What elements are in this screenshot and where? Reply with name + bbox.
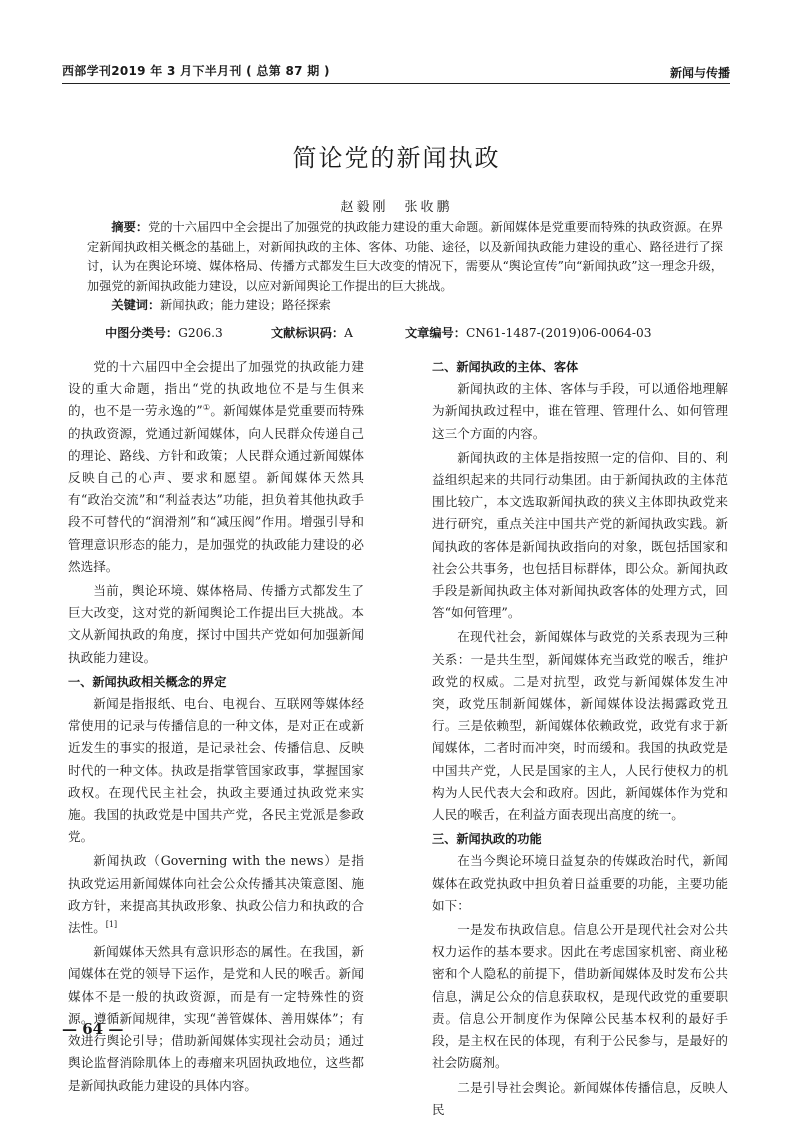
clc-label: 中图分类号： xyxy=(105,326,179,340)
clc-number xyxy=(105,324,223,341)
article-title: 简论党的新闻执政 xyxy=(292,144,501,172)
paragraph: 当前，舆论环境、媒体格局、传播方式都发生了巨大改变，这对党的新闻舆论工作提出巨大挑战。本文从新闻执政的角度，探讨中国共产党如何加强新闻执政能力建设。 xyxy=(68,583,364,665)
doc-code-value: A xyxy=(344,326,353,340)
reference-marker: [1] xyxy=(105,919,118,929)
paragraph xyxy=(68,850,364,939)
page-number: — 64 — xyxy=(62,1020,124,1038)
article-authors: 赵毅刚 张收鹏 xyxy=(340,200,453,215)
paragraph: 新闻执政的主体是指按照一定的信仰、目的、利益组织起来的共同行动集团。由于新闻执政的主体范围比较广，本文选取新闻执政的狭义主体即执政党来进行研究，重点关注中国共产党的新闻执政实践。新闻执政的客体是新闻执政指向的对象，既包括国家和社会公共事务，也包括目标群体，即公众。新闻执政手段是新闻执政主体对新闻执政客体的处理方式，回答“如何管理”。 xyxy=(432,449,728,621)
paragraph: 一是发布执政信息。信息公开是现代社会对公共权力运作的基本要求。因此在考虑国家机密、商业秘密和个人隐私的前提下，借助新闻媒体及时发布公共信息，满足公众的信息获取权，是现代政党的重要职责。信息公开制度作为保障公民基本权利的最好手段，是主权在民的体现，有利于公民参与，是最好的社会防腐剂。 xyxy=(432,922,728,1071)
running-header xyxy=(62,60,730,82)
keywords-label: 关键词： xyxy=(111,298,161,312)
abstract-label: 摘要： xyxy=(111,220,149,234)
keywords-text: 新闻执政；能力建设；路径探索 xyxy=(160,298,331,312)
article-number-label: 文章编号： xyxy=(405,326,466,340)
abstract xyxy=(87,218,723,296)
paragraph: 在当今舆论环境日益复杂的传媒政治时代，新闻媒体在政党执政中担负着日益重要的功能，主要功能如下： xyxy=(432,853,728,913)
paragraph: 新闻是指报纸、电台、电视台、互联网等媒体经常使用的记录与传播信息的一种文体，是对正在或新近发生的事实的报道，是记录社会、传播信息、反映时代的一种文体。执政是指掌管国家政事，掌握国家政权。在现代民主社会，执政主要通过执政党来实施。我国的执政党是中国共产党，各民主党派是参政党。 xyxy=(68,696,364,845)
article-number xyxy=(405,324,651,341)
doc-code-label: 文献标识码： xyxy=(271,326,345,340)
left-column xyxy=(68,356,364,1099)
footnote-marker: ① xyxy=(202,403,211,413)
section-heading: 一、新闻执政相关概念的界定 xyxy=(68,674,227,689)
journal-issue: 西部学刊2019 年 3 月下半月刊 ( 总第 87 期 ) xyxy=(62,64,330,78)
paragraph-text: 党的十六届四中全会提出了加强党的执政能力建设的重大命题，指出“党的执政地位不是与生俱来的，也不是一劳永逸的” xyxy=(68,359,364,419)
paragraph-text: 新闻执政（Governing with the news）是指执政党运用新闻媒体向社会公众传播其决策意图、施政方针，来提高其执政形象、执政公信力和执政的合法性。 xyxy=(68,853,364,936)
right-column xyxy=(432,356,728,1123)
paragraph: 新闻执政的主体、客体与手段，可以通俗地理解为新闻执政过程中，谁在管理、管理什么、如何管理这三个方面的内容。 xyxy=(432,381,728,441)
paragraph: 新闻媒体天然具有意识形态的属性。在我国，新闻媒体在党的领导下运作，是党和人民的喉舌。新闻媒体不是一般的执政资源，而是有一定特殊性的资源。遵循新闻规律，实现“善管媒体、善用媒体”；有效进行舆论引导；借助新闻媒体实现社会动员；通过舆论监督消除肌体上的毒瘤来巩固执政地位，这些都是新闻执政能力建设的具体内容。 xyxy=(68,944,364,1093)
doc-code xyxy=(271,324,353,341)
abstract-block xyxy=(87,218,723,316)
paragraph-text: 。新闻媒体是党重要而特殊的执政资源，党通过新闻媒体，向人民群众传递自己的理论、路线、方针和政策；人民群众通过新闻媒体反映自己的心声、要求和愿望。新闻媒体天然具有“政治交流”和“利益表达”功能，担负着其他执政手段不可替代的“润滑剂”和“减压阀”作用。增强引导和管理意识形态的能力，是加强党的执政能力建设的必然选择。 xyxy=(68,403,364,574)
keywords xyxy=(87,296,723,316)
article-number-value: CN61-1487-(2019)06-0064-03 xyxy=(465,326,652,340)
header-rule xyxy=(62,83,730,84)
paragraph: 在现代社会，新闻媒体与政党的关系表现为三种关系：一是共生型，新闻媒体充当政党的喉舌，维护政党的权威。二是对抗型，政党与新闻媒体发生冲突，政党压制新闻媒体，新闻媒体设法揭露政党丑行。三是依赖型，新闻媒体依赖政党，政党有求于新闻媒体，二者时而冲突，时而缓和。我国的执政党是中国共产党，人民是国家的主人，人民行使权力的机构为人民代表大会和政府。因此，新闻媒体作为党和人民的喉舌，在利益方面表现出高度的统一。 xyxy=(432,629,728,823)
abstract-text: 党的十六届四中全会提出了加强党的执政能力建设的重大命题。新闻媒体是党重要而特殊的执政资源。在界定新闻执政相关概念的基础上，对新闻执政的主体、客体、功能、途径，以及新闻执政能力建设的重心、路径进行了探讨，认为在舆论环境、媒体格局、传播方式都发生巨大改变的情况下，需要从“舆论宣传”向“新闻执政”这一理念升级，加强党的新闻执政能力建设，以应对新闻舆论工作提出的巨大挑战。 xyxy=(87,220,724,293)
paragraph xyxy=(68,356,364,578)
section-heading: 二、新闻执政的主体、客体 xyxy=(432,360,579,374)
section-heading: 三、新闻执政的功能 xyxy=(432,832,542,847)
section-name: 新闻与传播 xyxy=(669,66,730,80)
paragraph: 二是引导社会舆论。新闻媒体传播信息，反映人民 xyxy=(432,1079,728,1117)
clc-value: G206.3 xyxy=(178,326,223,340)
